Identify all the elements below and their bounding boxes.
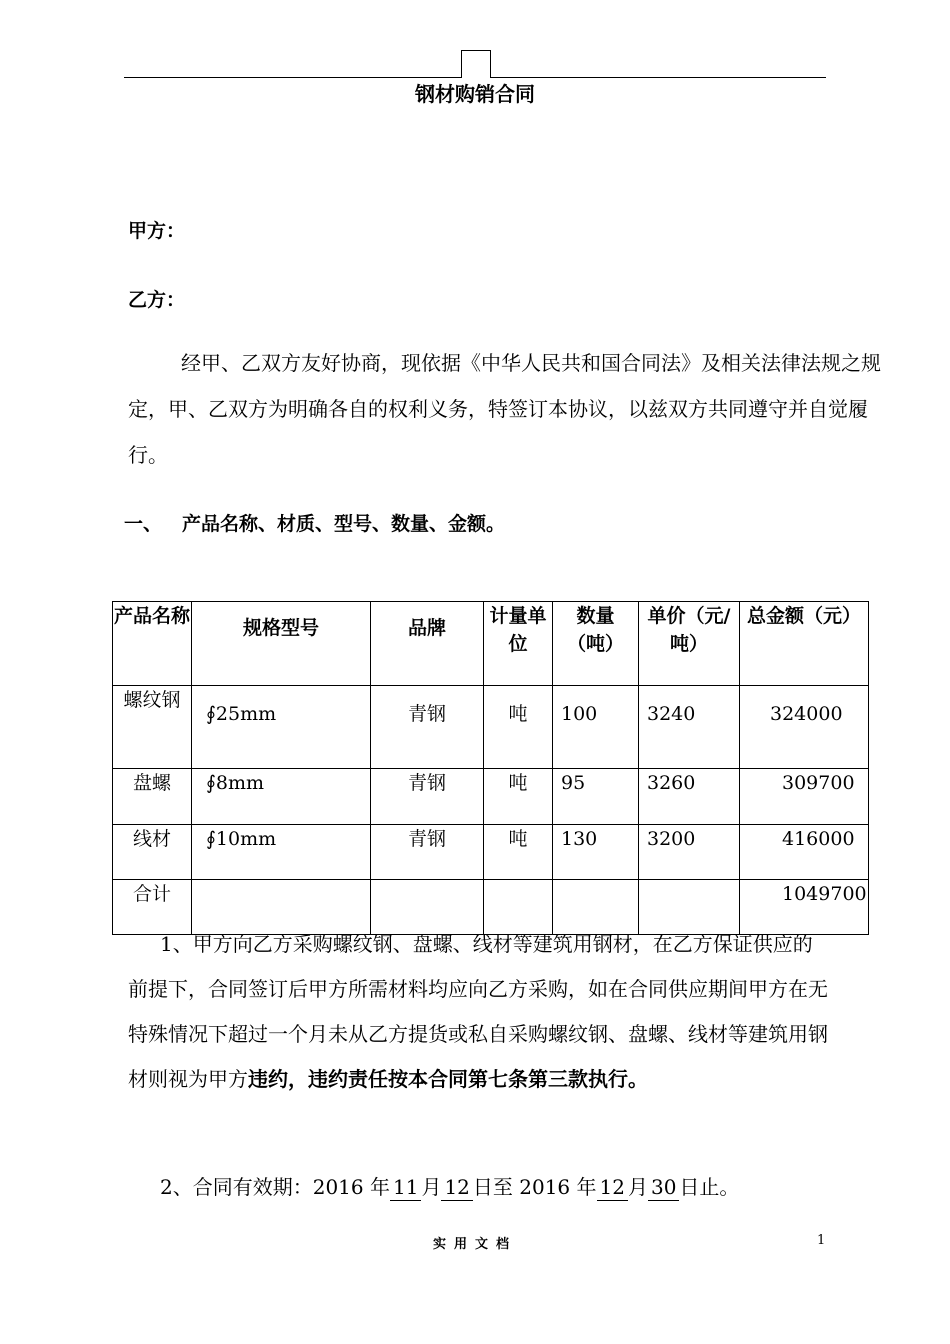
cell-total: 416000 [740, 825, 869, 880]
cell-name: 盘螺 [113, 769, 192, 825]
cell-brand: 青钢 [371, 825, 484, 880]
cell-qty: 100 [553, 686, 639, 769]
cell-grand-total: 1049700 [740, 880, 869, 935]
header-cell-brand: 品牌 [371, 602, 484, 686]
cell-unit: 吨 [484, 769, 553, 825]
clause-1 [128, 922, 828, 1102]
clause-2-middle: 日至 2016 年 [472, 1175, 597, 1199]
cell-qty: 95 [553, 769, 639, 825]
document-title: 钢材购销合同 [415, 82, 535, 106]
party-a-label: 甲方： [128, 220, 186, 242]
clause-2 [160, 1165, 860, 1210]
cell-name: 合计 [113, 880, 192, 935]
cell-unit-price: 3260 [639, 769, 740, 825]
page-footer: 实用文档 [432, 1237, 517, 1252]
cell-spec: ∮8mm [192, 769, 371, 825]
section-1-heading [124, 509, 505, 536]
section-1-title: 产品名称、材质、型号、数量、金额。 [182, 513, 506, 535]
product-table [112, 601, 869, 935]
table-row [113, 769, 869, 825]
header-cell-qty: 数量（吨） [553, 602, 639, 686]
header-cell-unit-price: 单价（元/吨） [639, 602, 740, 686]
party-b-label: 乙方： [128, 289, 186, 311]
cell-unit-price: 3240 [639, 686, 740, 769]
header-cell-spec: 规格型号 [192, 602, 371, 686]
table-row [113, 686, 869, 769]
clause-2-end-month-word: 月 [627, 1175, 648, 1199]
end-month-blank: 12 [597, 1174, 628, 1201]
cell-qty: 130 [553, 825, 639, 880]
clause-1-text: 1、甲方向乙方采购螺纹钢、盘螺、线材等建筑用钢材，在乙方保证供应的前提下，合同签订后甲方所需材料均应向乙方采购，如在合同供应期间甲方在无特殊情况下超过一个月未从乙方提货或私自采购螺纹钢、盘螺、线材等建筑用钢材则视为甲方 [128, 932, 828, 1091]
cell-name: 线材 [113, 825, 192, 880]
start-day-blank: 12 [441, 1174, 472, 1201]
cell-spec: ∮25mm [192, 686, 371, 769]
end-day-blank: 30 [648, 1174, 679, 1201]
header-cell-total: 总金额（元） [740, 602, 869, 686]
preamble-paragraph: 经甲、乙双方友好协商，现依据《中华人民共和国合同法》及相关法律法规之规定，甲、乙双方为明确各自的权利义务，特签订本协议，以兹双方共同遵守并自觉履行。 [128, 351, 881, 467]
cell-spec: ∮10mm [192, 825, 371, 880]
cell-name: 螺纹钢 [113, 686, 192, 769]
cell-brand: 青钢 [371, 769, 484, 825]
header-cell-name: 产品名称 [113, 602, 192, 686]
page-number: 1 [817, 1233, 826, 1248]
header-cell-unit: 计量单位 [484, 602, 553, 686]
header-tab [461, 50, 491, 78]
cell-unit: 吨 [484, 825, 553, 880]
cell-brand: 青钢 [371, 686, 484, 769]
cell-unit-price: 3200 [639, 825, 740, 880]
clause-2-prefix: 2、合同有效期：2016 年 [160, 1175, 390, 1199]
cell-unit: 吨 [484, 686, 553, 769]
start-month-blank: 11 [390, 1174, 421, 1201]
table-header-row [113, 602, 869, 686]
section-1-number: 一、 [124, 513, 163, 535]
clause-1-bold: 违约，违约责任按本合同第七条第三款执行。 [248, 1067, 648, 1091]
cell-total: 324000 [740, 686, 869, 769]
cell-total: 309700 [740, 769, 869, 825]
clause-2-suffix: 日止。 [679, 1175, 740, 1199]
clause-2-month-word: 月 [421, 1175, 442, 1199]
table-row [113, 825, 869, 880]
